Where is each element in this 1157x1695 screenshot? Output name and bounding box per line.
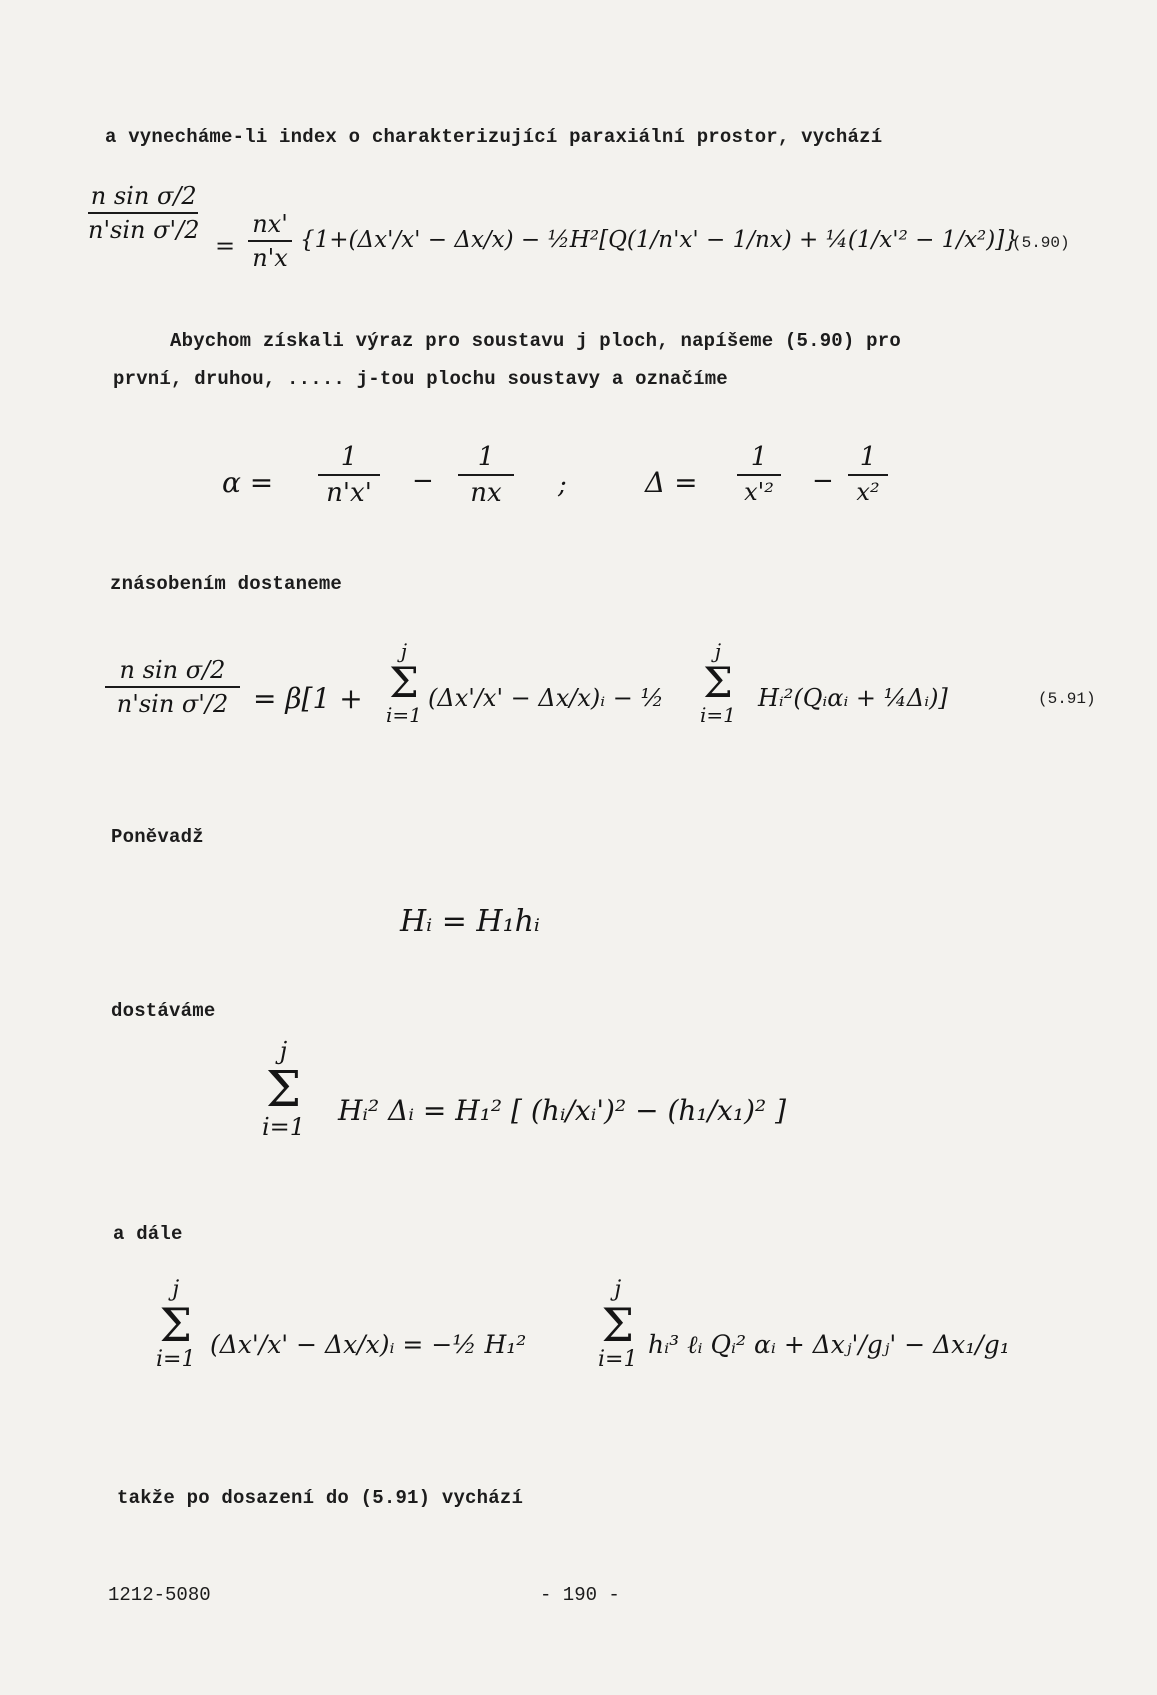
sum-upper-limit: j xyxy=(172,1277,180,1302)
minus-sign: − xyxy=(812,466,834,496)
eq590-lhs-numerator: n sin σ/2 xyxy=(90,182,197,210)
takze-text: takže po dosazení do (5.91) vychází xyxy=(117,1487,524,1509)
eq591-lhs-denominator: n'sin σ'/2 xyxy=(116,690,229,718)
eq591-number: (5.91) xyxy=(1038,690,1096,708)
adale-text: a dále xyxy=(113,1223,183,1245)
sigma-symbol: Σ xyxy=(265,1060,302,1119)
sum-h-delta-body: Hᵢ² Δᵢ = H₁² [ (hᵢ/xᵢ')² − (h₁/x₁)² ] xyxy=(338,1094,787,1127)
fraction-bar xyxy=(105,686,240,688)
eq590-body: {1+(Δx'/x' − Δx/x) − ½H²[Q(1/n'x' − 1/nx) + ¼(1/x'² − 1/x²)]} xyxy=(300,227,1019,253)
fraction-denominator: x'² xyxy=(744,478,774,506)
sum-lower-limit: i=1 xyxy=(386,703,422,727)
sigma-symbol: Σ xyxy=(389,658,419,707)
last-eq-part1: (Δx'/x' − Δx/x)ᵢ = −½ H₁² xyxy=(210,1330,527,1359)
document-code: 1212-5080 xyxy=(108,1584,211,1606)
sigma-symbol: Σ xyxy=(703,658,733,707)
delta-label: Δ = xyxy=(645,466,698,499)
fraction-bar xyxy=(88,212,198,214)
summation-sign xyxy=(156,1278,195,1372)
minus-sign: − xyxy=(412,466,434,496)
summation-sign xyxy=(598,1278,637,1372)
eq590-coef-fraction xyxy=(248,210,292,272)
fraction-numerator: 1 xyxy=(477,442,495,472)
sum-lower-limit: i=1 xyxy=(700,703,736,727)
summation-sign xyxy=(386,640,422,726)
eq591-part1: (Δx'/x' − Δx/x)ᵢ − ½ xyxy=(428,684,664,712)
eq590-number: (5.90) xyxy=(1012,234,1070,252)
sum-lower-limit: i=1 xyxy=(156,1347,196,1373)
equation-h: Hᵢ = H₁hᵢ xyxy=(400,904,540,939)
znasobenim-text: znásobením dostaneme xyxy=(110,573,343,595)
fraction-numerator: 1 xyxy=(340,442,358,472)
sum-upper-limit: j xyxy=(400,639,408,663)
dostavame-text: dostáváme xyxy=(111,1000,216,1022)
delta-fraction-2 xyxy=(848,442,888,506)
eq591-lhs-numerator: n sin σ/2 xyxy=(119,656,226,684)
sum-lower-limit: i=1 xyxy=(598,1347,638,1373)
fraction-bar xyxy=(248,240,292,242)
sum-upper-limit: j xyxy=(714,639,722,663)
alpha-fraction-2 xyxy=(458,442,514,508)
eq591-beta: = β[1 + xyxy=(253,682,363,715)
sigma-symbol: Σ xyxy=(601,1298,634,1353)
fraction-bar xyxy=(848,474,888,476)
paragraph-line-1: Abychom získali výraz pro soustavu j ploch, napíšeme (5.90) pro xyxy=(170,330,901,352)
last-eq-part2: hᵢ³ ℓᵢ Qᵢ² αᵢ + Δxⱼ'/gⱼ' − Δx₁/g₁ xyxy=(648,1330,1010,1359)
paragraph-line-2: první, druhou, ..... j-tou plochu soustavy a označíme xyxy=(113,368,728,390)
ponevadz-text: Poněvadž xyxy=(111,826,204,848)
separator: ; xyxy=(558,470,567,500)
fraction-bar xyxy=(458,474,514,476)
sigma-symbol: Σ xyxy=(159,1298,192,1353)
sum-upper-limit: j xyxy=(614,1277,622,1302)
summation-sign xyxy=(700,640,736,726)
page-number: - 190 - xyxy=(540,1584,620,1606)
delta-fraction-1 xyxy=(737,442,781,506)
fraction-bar xyxy=(737,474,781,476)
eq590-coef-denominator: n'x xyxy=(252,244,288,272)
fraction-numerator: 1 xyxy=(859,442,877,472)
sum-lower-limit: i=1 xyxy=(262,1113,306,1142)
sum-upper-limit: j xyxy=(279,1037,288,1065)
eq590-coef-numerator: nx' xyxy=(252,210,288,238)
eq591-lhs-fraction xyxy=(105,656,240,718)
fraction-numerator: 1 xyxy=(750,442,768,472)
fraction-bar xyxy=(318,474,380,476)
eq591-part2: Hᵢ²(Qᵢαᵢ + ¼Δᵢ)] xyxy=(758,684,948,712)
fraction-denominator: n'x' xyxy=(326,478,372,508)
equals-sign: = xyxy=(215,232,236,260)
eq590-lhs-denominator: n'sin σ'/2 xyxy=(88,216,200,244)
summation-sign xyxy=(262,1038,305,1141)
alpha-label: α = xyxy=(222,466,274,499)
alpha-fraction-1 xyxy=(318,442,380,508)
fraction-denominator: nx xyxy=(470,478,502,508)
intro-line: a vynecháme-li index o charakterizující paraxiální prostor, vychází xyxy=(105,126,883,148)
fraction-denominator: x² xyxy=(856,478,880,506)
eq590-lhs-fraction xyxy=(88,182,199,244)
